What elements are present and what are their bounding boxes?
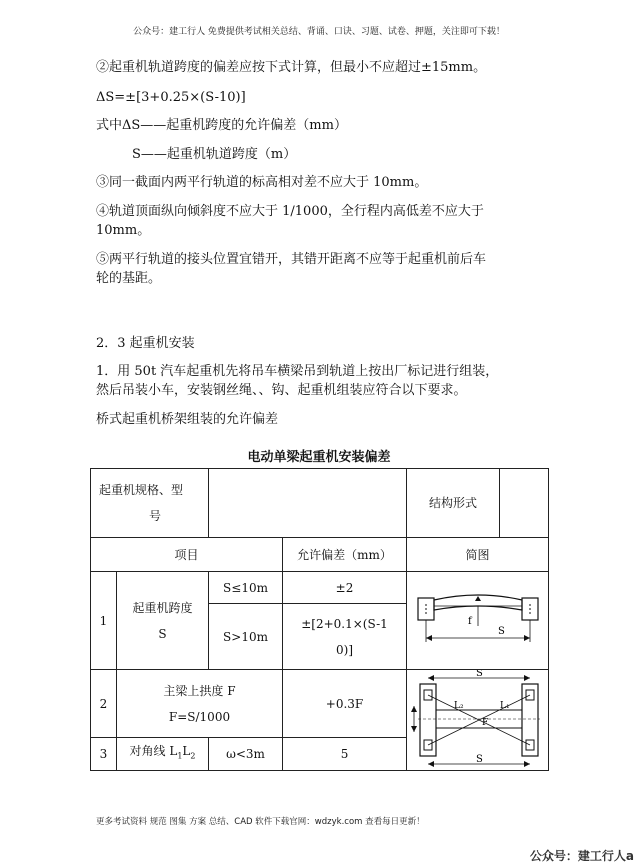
span-s-label: S: [497, 625, 505, 637]
top-span-arrow-left: [428, 675, 434, 681]
structure-label: 结构形式: [407, 469, 500, 537]
spec-label-cell: [91, 469, 209, 538]
formula: ΔS=±[3+0.25×(S-10)]: [96, 90, 246, 105]
row1-item-line2: S: [158, 626, 167, 641]
table-caption: 电动单梁起重机安装偏差: [247, 450, 391, 465]
section-para-1-line1: 1．用 50t 汽车起重机先将吊车横梁吊到轨道上按出厂标记进行组装，: [96, 364, 499, 379]
width-arrow-bottom: [411, 726, 417, 732]
figure-diagonal-cell: [407, 670, 549, 771]
header-tolerance: 允许偏差（mm）: [283, 538, 407, 572]
para-4-line1: ④轨道顶面纵向倾斜度不应大于 1/1000，全行程内高低差不应大于: [96, 204, 484, 219]
structure-value: [500, 469, 548, 537]
row3-tolerance: 5: [283, 738, 407, 771]
para-3: ③同一截面内两平行轨道的标高相对差不应大于 10mm。: [96, 175, 428, 190]
section-para-1-line2: 然后吊装小车，安装钢丝绳、、钩、起重机组装应符合以下要求。: [96, 383, 467, 398]
row2-number: 2: [91, 670, 117, 738]
width-arrow-top: [411, 706, 417, 712]
header-figure: 简图: [407, 538, 549, 572]
tolerance-table: [90, 468, 549, 771]
top-span-s-label: S: [475, 670, 483, 679]
top-span-arrow-right: [524, 675, 530, 681]
row3-item-l2: L: [182, 744, 191, 759]
row1-tolerance-1: ±2: [283, 572, 407, 604]
span-arrow-left: [426, 635, 432, 641]
row1-tolerance-2-line1: ±[2+0.1×(S-1: [301, 616, 388, 631]
bottom-span-arrow-left: [428, 761, 434, 767]
para-2: ②起重机轨道跨度的偏差应按下式计算，但最小不应超过±15mm。: [96, 60, 487, 75]
row3-condition: ω<3m: [209, 738, 283, 771]
row2-item-line2: F=S/1000: [168, 709, 231, 724]
row1-item-line1: 起重机跨度: [132, 600, 193, 615]
camber-arrow-head: [475, 596, 481, 601]
spec-label-line2: 号: [149, 509, 162, 523]
left-end-beam: [420, 684, 436, 756]
bottom-span-arrow-right: [524, 761, 530, 767]
girder-f-label: F: [481, 718, 488, 728]
spec-label-line1: 起重机规格、型: [99, 483, 184, 497]
row1-tolerance-2-line2: 0)]: [336, 642, 354, 657]
page-header: 公众号：建工行人 免费提供考试相关总结、背诵、口诀、习题、试卷、押题，关注即可下载！: [133, 27, 505, 37]
row3-item: [117, 738, 209, 771]
row1-item: [117, 572, 209, 670]
span-arrow-right: [524, 635, 530, 641]
figure-span-cell: [407, 572, 549, 670]
para-4-line2: 10mm。: [96, 223, 151, 238]
section-para-2: 桥式起重机桥架组装的允许偏差: [96, 412, 279, 427]
row1-number: 1: [91, 572, 117, 670]
camber-f-label: f: [467, 615, 472, 627]
para-5-line2: 轮的基距。: [96, 271, 162, 286]
definition-2: S——起重机轨道跨度（m）: [132, 147, 297, 162]
page-footer: 更多考试资料 规范 图集 方案 总结、CAD 软件下载官网：wdzyk.com 查看每日更新！: [96, 817, 425, 827]
structure-cell: [407, 469, 549, 538]
row1-condition-1: S≤10m: [209, 572, 283, 604]
row1-tolerance-2: [283, 604, 407, 670]
header-item: 项目: [91, 538, 283, 572]
watermark: 公众号：建工行人a: [529, 849, 634, 863]
span-diagram: [410, 576, 546, 666]
bottom-span-s-label: S: [475, 754, 483, 765]
row3-number: 3: [91, 738, 117, 771]
definition-1: 式中ΔS——起重机跨度的允许偏差（mm）: [96, 118, 347, 133]
row3-sub-1: 1: [177, 751, 183, 761]
row2-tolerance: +0.3F: [283, 670, 407, 738]
row3-sub-2: 2: [190, 751, 196, 761]
para-5-line1: ⑤两平行轨道的接头位置宜错开，其错开距离不应等于起重机前后车: [96, 252, 487, 267]
right-end-beam: [522, 684, 538, 756]
diagonal-diagram: [408, 670, 548, 770]
diagonal-l2-label: L₂: [453, 701, 464, 711]
spec-value-cell: [209, 469, 407, 538]
row2-item-line1: 主梁上拱度 F: [163, 683, 236, 698]
row2-item: [117, 670, 283, 738]
section-heading: 2．3 起重机安装: [96, 336, 195, 351]
diagonal-l1-label: L₁: [499, 701, 510, 711]
row3-item-label: 对角线 L: [129, 744, 178, 759]
row1-condition-2: S>10m: [209, 604, 283, 670]
